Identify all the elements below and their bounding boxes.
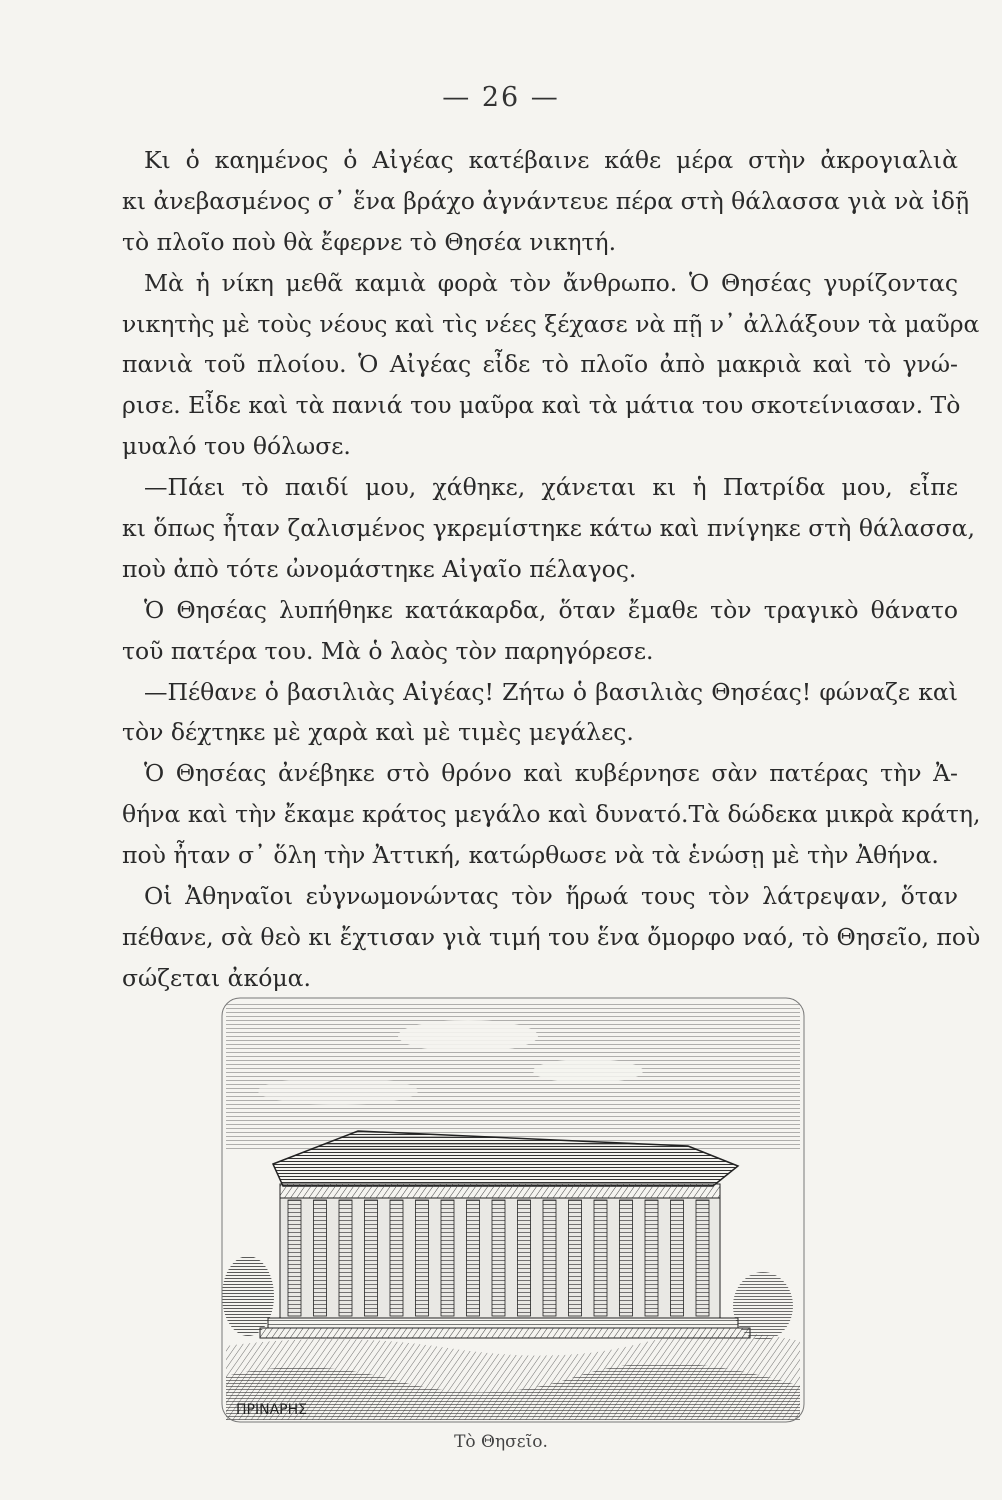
text-line: πέθανε, σὰ θεὸ κι ἔχτισαν γιὰ τιμή του ἕνα ὄμορφο ναό, τὸ Θησεῖο, ποὺ [122, 922, 981, 951]
text-line: Ὁ Θησέας λυπήθηκε κατάκαρδα, ὅταν ἔμαθε τὸν τραγικὸ θάνατο [144, 595, 958, 624]
trees [222, 1256, 274, 1336]
text-line: τοῦ πατέρα του. Μὰ ὁ λαὸς τὸν παρηγόρεσε. [122, 636, 654, 665]
text-line: τὸ πλοῖο ποὺ θὰ ἔφερνε τὸ Θησέα νικητή. [122, 227, 617, 256]
figure-caption: Τὸ Θησεῖο. [454, 1432, 548, 1452]
temple-column [467, 1200, 480, 1316]
text-line: Κι ὁ καημένος ὁ Αἰγέας κατέβαινε κάθε μέρα στὴν ἀκρογιαλιὰ [144, 146, 958, 174]
text-line: μυαλό του θόλωσε. [122, 432, 351, 461]
temple-column [543, 1200, 556, 1316]
text-line: —Πάει τὸ παιδί μου, χάθηκε, χάνεται κι ἡ Πατρίδα μου, εἶπε [144, 473, 958, 502]
text-line: ρισε. Εἶδε καὶ τὰ πανιά του μαῦρα καὶ τὰ μάτια του σκοτείνιασαν. Τὸ [122, 391, 961, 420]
temple-column [314, 1200, 327, 1316]
temple-column [288, 1200, 301, 1316]
text-line: Οἱ Ἀθηναῖοι εὐγνωμονώντας τὸν ἥρωά τους τὸν λάτρεψαν, ὅταν [144, 882, 958, 911]
temple-column [390, 1200, 403, 1316]
temple-column [365, 1200, 378, 1316]
text-line: Μὰ ἡ νίκη μεθᾶ καμιὰ φορὰ τὸν ἄνθρωπο. Ὁ Θησέας γυρίζοντας [144, 268, 958, 297]
stylobate [268, 1318, 738, 1328]
temple-column [696, 1200, 709, 1316]
temple-column [645, 1200, 658, 1316]
text-line: ποὺ ἀπὸ τότε ὠνομάστηκε Αἰγαῖο πέλαγος. [122, 554, 637, 583]
text-line: πανιὰ τοῦ πλοίου. Ὁ Αἰγέας εἶδε τὸ πλοῖο ἀπὸ μακριὰ καὶ τὸ γνώ- [122, 350, 958, 379]
text-line: ποὺ ἦταν σ᾿ ὅλη τὴν Ἀττική, κατώρθωσε νὰ τὰ ἑνώσῃ μὲ τὴν Ἀθήνα. [122, 841, 939, 870]
temple-column [416, 1200, 429, 1316]
text-line: Ὁ Θησέας ἀνέβηκε στὸ θρόνο καὶ κυβέρνησε σὰν πατέρας τὴν Ἀ- [144, 759, 958, 788]
text-line: σώζεται ἀκόμα. [122, 963, 311, 992]
body-text [122, 140, 981, 999]
temple-column [569, 1200, 582, 1316]
text-line: τὸν δέχτηκε μὲ χαρὰ καὶ μὲ τιμὲς μεγάλες. [122, 718, 634, 747]
page-number: — 26 — [442, 82, 560, 113]
text-line: νικητὴς μὲ τοὺς νέους καὶ τὶς νέες ξέχασε νὰ πῇ ν᾿ ἀλλάξουν τὰ μαῦρα [122, 309, 980, 338]
temple-column [594, 1200, 607, 1316]
temple-column [518, 1200, 531, 1316]
temple-column [492, 1200, 505, 1316]
temple-column [441, 1200, 454, 1316]
temple-column [671, 1200, 684, 1316]
text-line: θήνα καὶ τὴν ἔκαμε κράτος μεγάλο καὶ δυνατό.Τὰ δώδεκα μικρὰ κράτη, [122, 800, 981, 829]
entablature [280, 1184, 720, 1198]
temple-column [620, 1200, 633, 1316]
text-line: κι ὅπως ἦταν ζαλισμένος γκρεμίστηκε κάτω καὶ πνίγηκε στὴ θάλασσα, [122, 514, 976, 543]
text-line: κι ἀνεβασμένος σ᾿ ἕνα βράχο ἀγνάντευε πέρα στὴ θάλασσα γιὰ νὰ ἰδῇ [122, 186, 970, 215]
engraver-signature: ΠΡΙΝΑΡΗΣ [236, 1402, 307, 1418]
temple-column [339, 1200, 352, 1316]
text-line: —Πέθανε ὁ βασιλιὰς Αἰγέας! Ζήτω ὁ βασιλιὰς Θησέας! φώναζε καὶ [144, 677, 958, 706]
theseion-illustration [218, 996, 808, 1426]
